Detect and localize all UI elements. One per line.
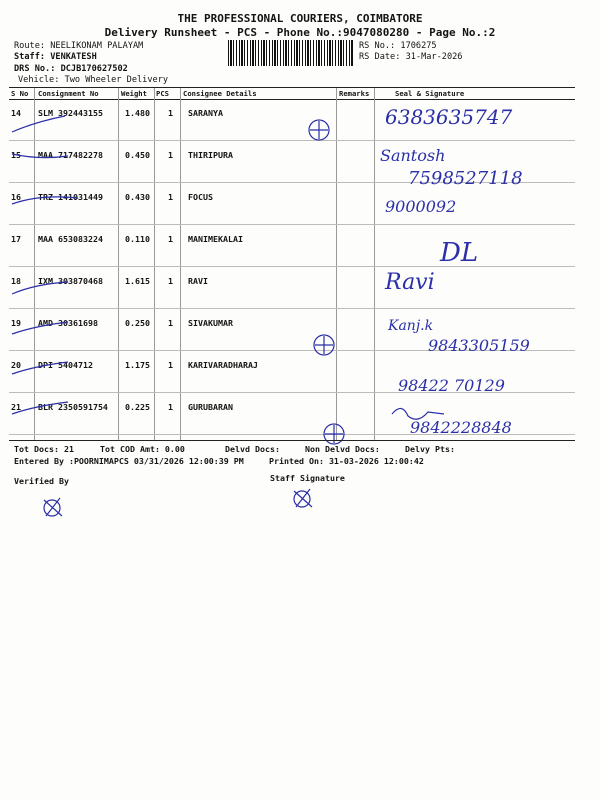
table-top-rule bbox=[9, 87, 575, 88]
non-delvd-docs: Non Delvd Docs: bbox=[305, 444, 380, 454]
row-consignee: MANIMEKALAI bbox=[188, 234, 243, 244]
signature-row15-name: Santosh bbox=[380, 146, 446, 165]
signature-row16: 9000092 bbox=[385, 197, 457, 216]
row-divider bbox=[9, 308, 575, 309]
table-row bbox=[0, 268, 600, 309]
signature-row14: 6383635747 bbox=[385, 105, 513, 129]
row-divider bbox=[9, 266, 575, 267]
signature-row19-phone: 9843305159 bbox=[428, 336, 530, 355]
row-divider bbox=[9, 140, 575, 141]
row-pcs: 1 bbox=[168, 192, 173, 202]
row-consignment: SLM 392443155 bbox=[38, 108, 103, 118]
vehicle-label: Vehicle: Two Wheeler Delivery bbox=[18, 75, 169, 85]
check-mark-ink bbox=[10, 150, 70, 170]
row-consignment: TRZ 141031449 bbox=[38, 192, 103, 202]
row-consignment: BLR 2350591754 bbox=[38, 402, 108, 412]
row-weight: 1.615 bbox=[125, 276, 150, 286]
tot-docs: Tot Docs: 21 bbox=[14, 444, 74, 454]
row-pcs: 1 bbox=[168, 276, 173, 286]
row-weight: 0.450 bbox=[125, 150, 150, 160]
row-sno: 19 bbox=[11, 318, 21, 328]
table-row bbox=[0, 352, 600, 393]
row-consignment: DPI 5404712 bbox=[38, 360, 93, 370]
route-label: Route: NEELIKONAM PALAYAM bbox=[14, 41, 144, 51]
row-sno: 17 bbox=[11, 234, 21, 244]
col-header-weight: Weight bbox=[121, 89, 147, 98]
staff-signature-ink bbox=[290, 485, 320, 515]
row-weight: 0.250 bbox=[125, 318, 150, 328]
runsheet-subtitle: Delivery Runsheet - PCS - Phone No.:9047080280 - Page No.:2 bbox=[104, 26, 496, 39]
table-bottom-rule bbox=[9, 440, 575, 441]
check-mark-ink bbox=[10, 400, 70, 420]
verified-signature-ink bbox=[40, 494, 70, 524]
row-sno: 20 bbox=[11, 360, 21, 370]
table-row bbox=[0, 226, 600, 267]
row-consignee: FOCUS bbox=[188, 192, 213, 202]
col-header-seal: Seal & Signature bbox=[395, 89, 465, 98]
delvd-docs: Delvd Docs: bbox=[225, 444, 280, 454]
barcode-image bbox=[228, 40, 354, 66]
signature-row18: Ravi bbox=[385, 270, 435, 295]
delvy-pts: Delvy Pts: bbox=[405, 444, 455, 454]
col-header-remarks: Remarks bbox=[339, 89, 370, 98]
row-pcs: 1 bbox=[168, 402, 173, 412]
tot-cod-amt: Tot COD Amt: 0.00 bbox=[100, 444, 185, 454]
row-pcs: 1 bbox=[168, 234, 173, 244]
stamp-circle-ink bbox=[305, 118, 335, 148]
col-header-sno: S No bbox=[11, 89, 29, 98]
printed-on: Printed On: 31-03-2026 12:00:42 bbox=[269, 456, 424, 466]
row-consignee: THIRIPURA bbox=[188, 150, 233, 160]
col-header-pcs: PCS bbox=[156, 89, 169, 98]
row-sno: 16 bbox=[11, 192, 21, 202]
row-weight: 1.175 bbox=[125, 360, 150, 370]
row-pcs: 1 bbox=[168, 150, 173, 160]
row-consignee: GURUBARAN bbox=[188, 402, 233, 412]
row-pcs: 1 bbox=[168, 318, 173, 328]
check-mark-ink bbox=[10, 280, 70, 300]
row-weight: 0.110 bbox=[125, 234, 150, 244]
row-consignment: AMD 30361698 bbox=[38, 318, 98, 328]
table-row bbox=[0, 184, 600, 225]
signature-row21: 9842228848 bbox=[410, 418, 512, 437]
signature-row19-name: Kanj.k bbox=[388, 318, 434, 334]
row-sno: 15 bbox=[11, 150, 21, 160]
check-mark-ink bbox=[10, 360, 70, 380]
row-sno: 18 bbox=[11, 276, 21, 286]
verified-by-label: Verified By bbox=[14, 476, 69, 486]
signature-row17: DL bbox=[440, 238, 479, 268]
signature-row15-phone: 7598527118 bbox=[408, 168, 523, 189]
staff-label: Staff: VENKATESH bbox=[14, 52, 97, 62]
stamp-circle-ink bbox=[312, 333, 342, 363]
check-mark-ink bbox=[10, 110, 70, 140]
entered-by: Entered By :POORNIMAPCS 03/31/2026 12:00:39 PM bbox=[14, 456, 244, 466]
row-divider bbox=[9, 224, 575, 225]
col-header-consignee: Consignee Details bbox=[183, 89, 257, 98]
row-weight: 0.430 bbox=[125, 192, 150, 202]
row-consignee: SARANYA bbox=[188, 108, 223, 118]
row-pcs: 1 bbox=[168, 360, 173, 370]
rs-date: RS Date: 31-Mar-2026 bbox=[359, 52, 463, 62]
row-consignment: MAA 653083224 bbox=[38, 234, 103, 244]
row-sno: 14 bbox=[11, 108, 21, 118]
company-title: THE PROFESSIONAL COURIERS, COIMBATORE bbox=[177, 12, 423, 25]
rs-number: RS No.: 1706275 bbox=[359, 41, 437, 51]
row-pcs: 1 bbox=[168, 108, 173, 118]
check-mark-ink bbox=[10, 190, 80, 210]
row-consignment: MAA 717482278 bbox=[38, 150, 103, 160]
row-consignee: KARIVARADHARAJ bbox=[188, 360, 258, 370]
staff-signature-label: Staff Signature bbox=[270, 473, 345, 483]
row-sno: 21 bbox=[11, 402, 21, 412]
row-consignee: SIVAKUMAR bbox=[188, 318, 233, 328]
check-mark-ink bbox=[10, 320, 70, 340]
row-consignee: RAVI bbox=[188, 276, 208, 286]
col-header-consignment: Consignment No bbox=[38, 89, 99, 98]
row-weight: 1.480 bbox=[125, 108, 150, 118]
row-consignment: IXM 303870468 bbox=[38, 276, 103, 286]
signature-row20: 98422 70129 bbox=[398, 376, 505, 395]
row-weight: 0.225 bbox=[125, 402, 150, 412]
drs-number: DRS No.: DCJB170627502 bbox=[14, 64, 128, 74]
